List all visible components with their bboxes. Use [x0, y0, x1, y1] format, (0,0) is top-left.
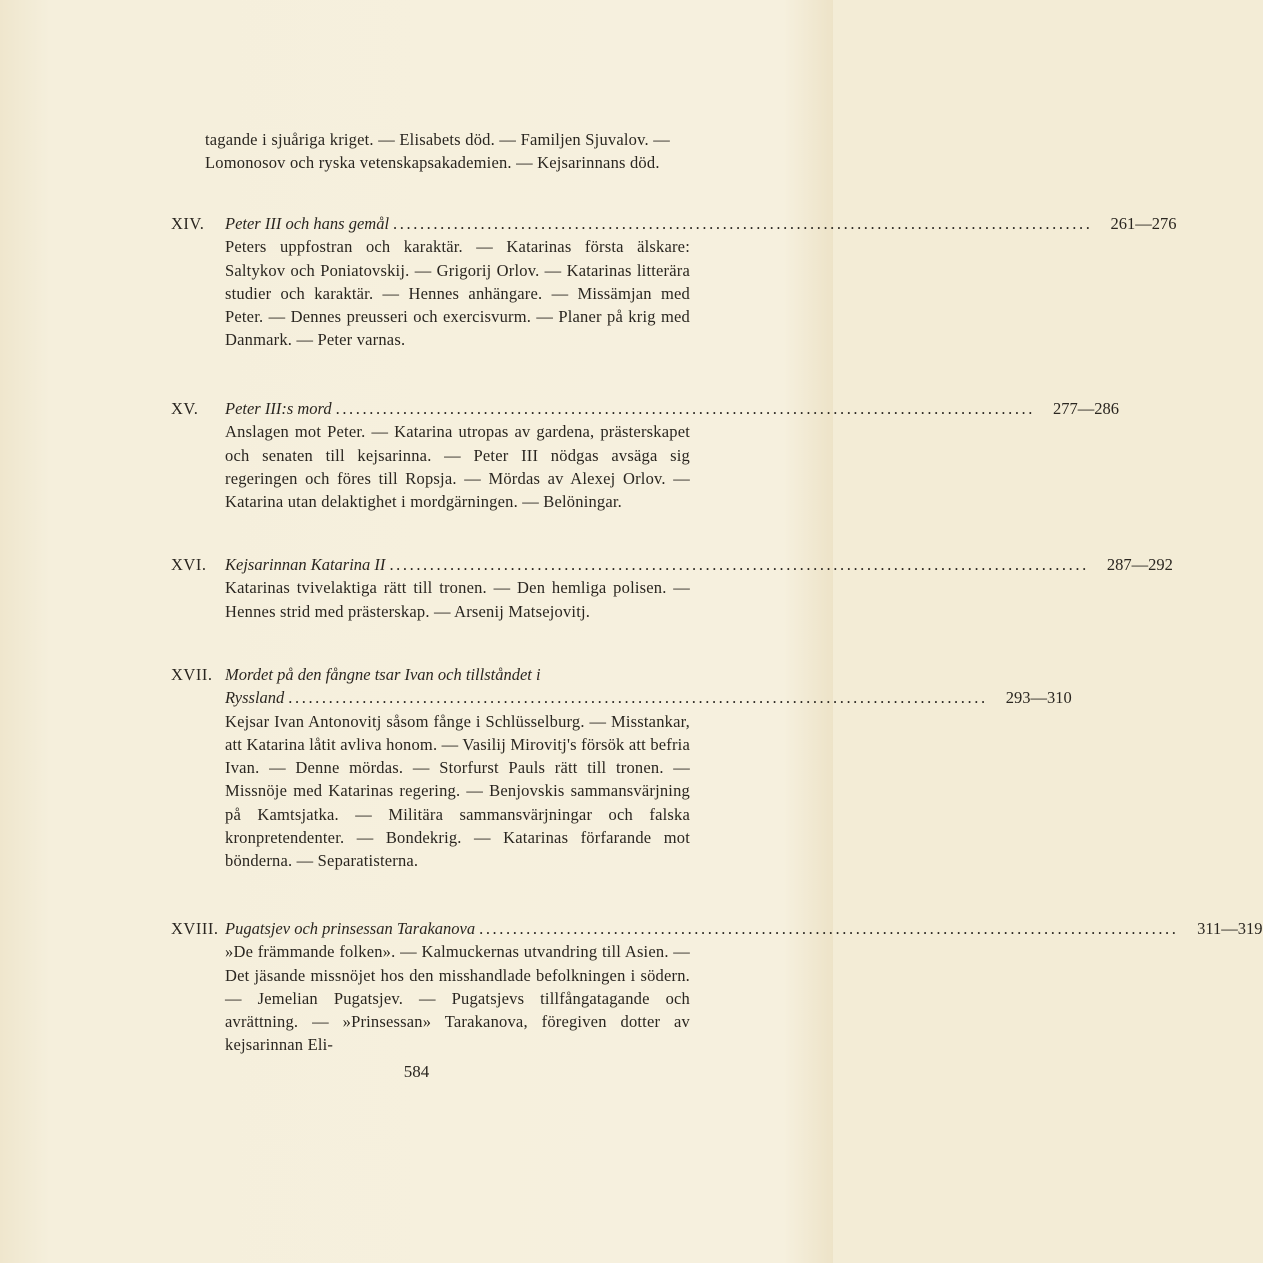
chapter-number: XVI.	[171, 555, 207, 574]
chapter-heading	[171, 397, 1120, 420]
chapter-heading	[171, 917, 1263, 940]
chapter-heading	[171, 553, 1173, 576]
chapter-title: Kejsarinnan Katarina II	[225, 555, 386, 574]
continuation-paragraph: tagande i sjuåriga kriget. — Elisabets död. — Familjen Sjuvalov. — Lomonosov och ryska vetenskapsakademien. — Kejsarinnans död.	[205, 130, 670, 173]
chapter-heading	[171, 212, 1177, 235]
chapter-entry-xv	[171, 397, 1120, 513]
chapter-number: XVIII.	[171, 919, 219, 938]
page-range: 311—319	[1197, 919, 1263, 938]
chapter-description: Anslagen mot Peter. — Katarina utropas av gardena, prästerskapet och senaten till kejsarinna. — Peter III nödgas avsäga sig regeringen och föres till Ropsja. — Mördas av Alexej Orlov. — Katarina utan delaktighet i mordgärningen. — Belöningar.	[225, 422, 690, 512]
dot-leader: ........................................................................................................	[389, 555, 1089, 574]
page-range: 261—276	[1110, 214, 1177, 233]
dot-leader: ........................................................................................................	[393, 214, 1093, 233]
page-range: 293—310	[1005, 688, 1072, 708]
dot-leader: ........................................................................................................	[288, 688, 988, 708]
chapter-title: Peter III:s mord	[225, 399, 332, 418]
chapter-heading	[171, 663, 756, 686]
chapter-title: Pugatsjev och prinsessan Tarakanova	[225, 919, 476, 938]
chapter-heading-continued	[171, 686, 1072, 709]
chapter-number: XVII.	[171, 665, 213, 684]
page-range: 277—286	[1053, 399, 1120, 418]
chapter-number: XV.	[171, 399, 199, 418]
chapter-entry-xvii	[171, 663, 1072, 873]
chapter-entry-xviii	[171, 917, 1263, 1057]
page-number: 584	[403, 1062, 430, 1081]
dot-leader: ........................................................................................................	[335, 399, 1036, 418]
page-range: 287—292	[1106, 555, 1173, 574]
chapter-title: Mordet på den fångne tsar Ivan och tillståndet i	[225, 665, 541, 684]
chapter-entry-xiv	[171, 212, 1177, 352]
dot-leader: ........................................................................................................	[479, 919, 1179, 938]
chapter-title: Peter III och hans gemål	[225, 214, 390, 233]
chapter-entry-xvi	[171, 553, 1173, 623]
chapter-description: Peters uppfostran och karaktär. — Katarinas första älskare: Saltykov och Poniatovskij. — Grigorij Orlov. — Katarinas litterära studier och karaktär. — Hennes anhängare. — Missämjan med Peter. — Dennes preusseri och exercisvurm. — Planer på krig med Danmark. — Peter varnas.	[225, 237, 690, 350]
chapter-title-continued: Ryssland	[225, 688, 285, 708]
chapter-description: Kejsar Ivan Antonovitj såsom fånge i Schlüsselburg. — Misstankar, att Katarina låtit avliva honom. — Vasilij Mirovitj's försök att befria Ivan. — Denne mördas. — Storfurst Pauls rätt till tronen. — Missnöje med Katarinas regering. — Benjovskis sammansvärjning på Kamtsjatka. — Militära sammansvärjningar och falska kronpretendenter. — Bondekrig. — Katarinas förfarande mot bönderna. — Separatisterna.	[225, 711, 690, 871]
chapter-description: »De främmande folken». — Kalmuckernas utvandring till Asien. — Det jäsande missnöjet hos den misshandlade befolkningen i södern. — Jemelian Pugatsjev. — Pugatsjevs tillfångatagande och avrättning. — »Prinsessan» Tarakanova, föregiven dotter av kejsarinnan Eli-	[225, 942, 690, 1055]
chapter-description: Katarinas tvivelaktiga rätt till tronen. — Den hemliga polisen. — Hennes strid med prästerskap. — Arsenij Matsejovitj.	[225, 578, 690, 621]
chapter-number: XIV.	[171, 214, 205, 233]
